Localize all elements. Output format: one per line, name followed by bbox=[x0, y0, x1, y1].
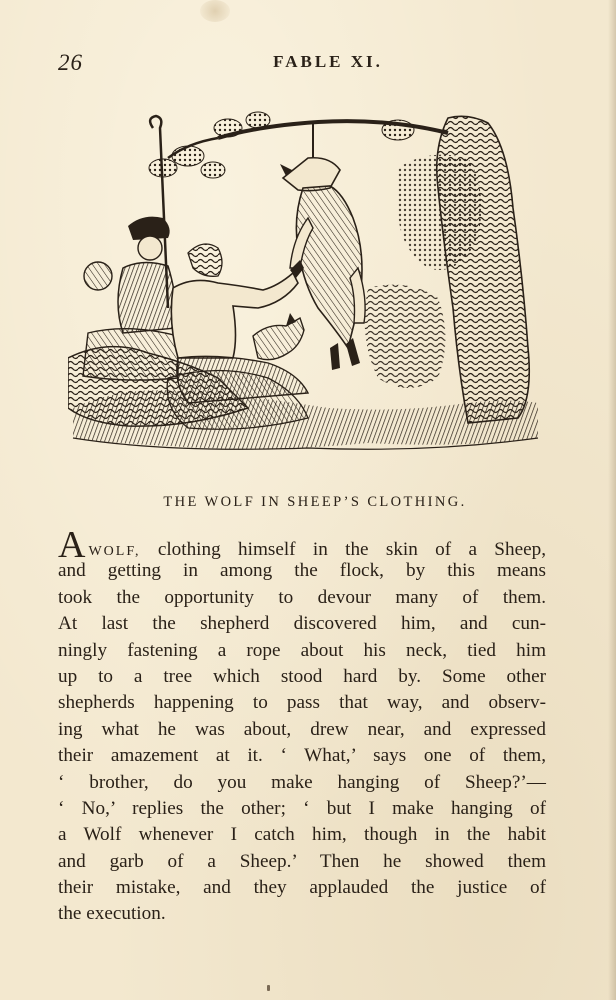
tree-foliage-right bbox=[398, 155, 481, 270]
drop-cap: A bbox=[58, 524, 86, 566]
text-line-4: At last the shepherd discovered him, and cun- bbox=[58, 613, 546, 635]
bushes-right bbox=[365, 285, 446, 388]
text-line-12: a Wolf whenever I catch him, though in the habit bbox=[58, 824, 546, 846]
text-line-3: took the opportunity to devour many of them. bbox=[58, 586, 546, 608]
paper-stain bbox=[200, 0, 230, 22]
sheepdog bbox=[253, 313, 304, 360]
page-number: 26 bbox=[58, 50, 83, 75]
text-line-1-rest: clothing himself in the skin of a Sheep, bbox=[140, 539, 546, 560]
woodcut-wolf-hanged-from-tree-icon bbox=[68, 108, 543, 458]
text-line-7: shepherds happening to pass that way, and observ- bbox=[58, 692, 546, 714]
running-head: FABLE XI. bbox=[273, 52, 383, 71]
illustration-caption: THE WOLF IN SHEEP’S CLOTHING. bbox=[163, 494, 467, 510]
text-line-13: and garb of a Sheep.’ Then he showed them bbox=[58, 850, 546, 872]
text-line-15: the execution. bbox=[58, 903, 166, 925]
text-line-6: up to a tree which stood hard by. Some other bbox=[58, 665, 546, 687]
text-line-2: and getting in among the flock, by this means bbox=[58, 560, 546, 582]
text-line-9: their amazement at it. ‘ What,’ says one of them, bbox=[58, 745, 546, 767]
text-line-5: ningly fastening a rope about his neck, tied him bbox=[58, 639, 546, 661]
fable-text bbox=[58, 524, 546, 928]
shepherd-with-crook bbox=[83, 116, 178, 380]
text-line-1 bbox=[58, 524, 546, 566]
text-line-11: ‘ No,’ replies the other; ‘ but I make hanging of bbox=[58, 797, 546, 819]
text-line-8: ing what he was about, drew near, and expressed bbox=[58, 718, 546, 740]
printers-mark bbox=[267, 985, 270, 991]
text-line-14: their mistake, and they applauded the justice of bbox=[58, 877, 546, 899]
text-line-10: ‘ brother, do you make hanging of Sheep?’— bbox=[58, 771, 546, 793]
first-word-smallcaps: WOLF, bbox=[88, 544, 141, 559]
